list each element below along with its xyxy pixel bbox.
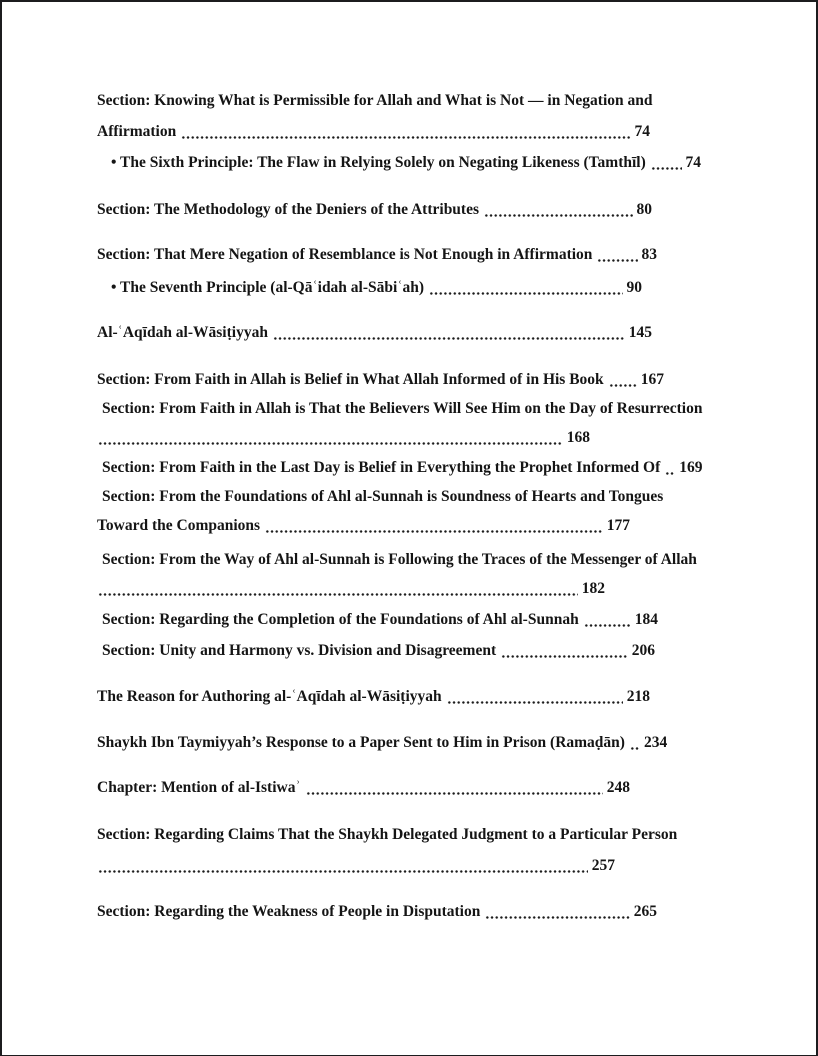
toc-entry-text: Section: Knowing What is Permissible for Allah and What is Not — in Negation and — [97, 92, 653, 109]
dot-leader — [609, 384, 637, 387]
toc-row — [97, 901, 657, 923]
toc-row — [97, 121, 650, 143]
page-number: 184 — [634, 611, 658, 628]
toc-row — [102, 609, 658, 631]
toc-row — [111, 277, 642, 299]
page-number: 80 — [636, 201, 652, 218]
dot-leader — [181, 136, 630, 139]
dot-leader — [484, 214, 632, 217]
page-number: 145 — [628, 324, 652, 341]
page-number: 248 — [606, 779, 630, 796]
dot-leader — [98, 870, 588, 873]
page-number: 74 — [634, 123, 650, 140]
toc-entry-text: Section: Regarding the Weakness of People in Disputation — [97, 903, 481, 920]
dot-leader — [429, 292, 622, 295]
toc-row — [102, 457, 703, 479]
toc-entry-text: Section: Regarding the Completion of the Foundations of Ahl al-Sunnah — [102, 611, 579, 628]
toc-entry-text: • The Sixth Principle: The Flaw in Relying Solely on Negating Likeness (Tamthīl) — [111, 154, 646, 171]
toc-row — [93, 578, 605, 600]
toc-row — [97, 777, 630, 799]
page-number: 90 — [626, 279, 642, 296]
toc-entry-text: Section: That Mere Negation of Resemblance is Not Enough in Affirmation — [97, 246, 593, 263]
toc-entry-text: The Reason for Authoring al-ʿAqīdah al-Wāsiṭiyyah — [97, 688, 442, 705]
dot-leader — [630, 747, 640, 750]
toc-entry-text: Chapter: Mention of al-Istiwaʾ — [97, 779, 301, 796]
page-number: 265 — [633, 903, 657, 920]
dot-leader — [265, 530, 603, 533]
page-number: 168 — [566, 429, 590, 446]
toc-row — [97, 199, 652, 221]
toc-entry-text: Section: Regarding Claims That the Shaykh Delegated Judgment to a Particular Person — [97, 826, 678, 843]
toc-entry-text: Section: From the Way of Ahl al-Sunnah is Following the Traces of the Messenger of Allah — [102, 551, 697, 568]
dot-leader — [485, 916, 629, 919]
toc-entry-text: Toward the Companions — [97, 517, 261, 534]
dot-leader — [597, 259, 637, 262]
toc-row — [102, 398, 727, 420]
toc-row — [97, 369, 664, 391]
toc-entry-text: Affirmation — [97, 123, 177, 140]
toc-entry-text: Section: Unity and Harmony vs. Division and Disagreement — [102, 642, 497, 659]
page-number: 218 — [626, 688, 650, 705]
page-number: 169 — [679, 459, 703, 476]
toc-row — [102, 640, 655, 662]
table-of-contents — [97, 90, 816, 923]
page-number: 257 — [591, 857, 615, 874]
dot-leader — [665, 472, 675, 475]
dot-leader — [651, 167, 682, 170]
toc-row — [102, 486, 727, 508]
toc-row — [97, 515, 630, 537]
page-number: 177 — [606, 517, 630, 534]
toc-entry-text: Section: From Faith in Allah is Belief in What Allah Informed of in His Book — [97, 371, 604, 388]
toc-row — [97, 244, 657, 266]
toc-row — [93, 855, 615, 877]
dot-leader — [447, 701, 623, 704]
toc-row — [97, 824, 722, 846]
page-number: 206 — [631, 642, 655, 659]
toc-row — [102, 549, 727, 571]
page-number: 74 — [685, 154, 701, 171]
dot-leader — [306, 792, 603, 795]
toc-row — [111, 152, 701, 174]
dot-leader — [98, 593, 578, 596]
toc-row — [97, 322, 652, 344]
dot-leader — [501, 655, 628, 658]
dot-leader — [584, 624, 631, 627]
dot-leader — [98, 442, 563, 445]
page-number: 182 — [581, 580, 605, 597]
toc-entry-text: Section: The Methodology of the Deniers of the Attributes — [97, 201, 480, 218]
toc-entry-text: Section: From Faith in the Last Day is Belief in Everything the Prophet Informed Of — [102, 459, 661, 476]
toc-row — [97, 686, 650, 708]
toc-row — [93, 427, 590, 449]
toc-entry-text: Al-ʿAqīdah al-Wāsiṭiyyah — [97, 324, 268, 341]
page-number: 167 — [640, 371, 664, 388]
toc-row — [97, 732, 668, 754]
page-number: 234 — [643, 734, 668, 751]
toc-entry-text: • The Seventh Principle (al-Qāʿidah al-Sābiʿah) — [111, 279, 425, 296]
toc-entry-text: Shaykh Ibn Taymiyyah’s Response to a Paper Sent to Him in Prison (Ramaḍān) — [97, 734, 625, 751]
toc-entry-text: Section: From Faith in Allah is That the Believers Will See Him on the Day of Resurrection — [102, 400, 703, 417]
page-number: 83 — [641, 246, 657, 263]
toc-entry-text: Section: From the Foundations of Ahl al-Sunnah is Soundness of Hearts and Tongues — [102, 488, 664, 505]
dot-leader — [273, 337, 625, 340]
toc-row — [97, 90, 722, 112]
